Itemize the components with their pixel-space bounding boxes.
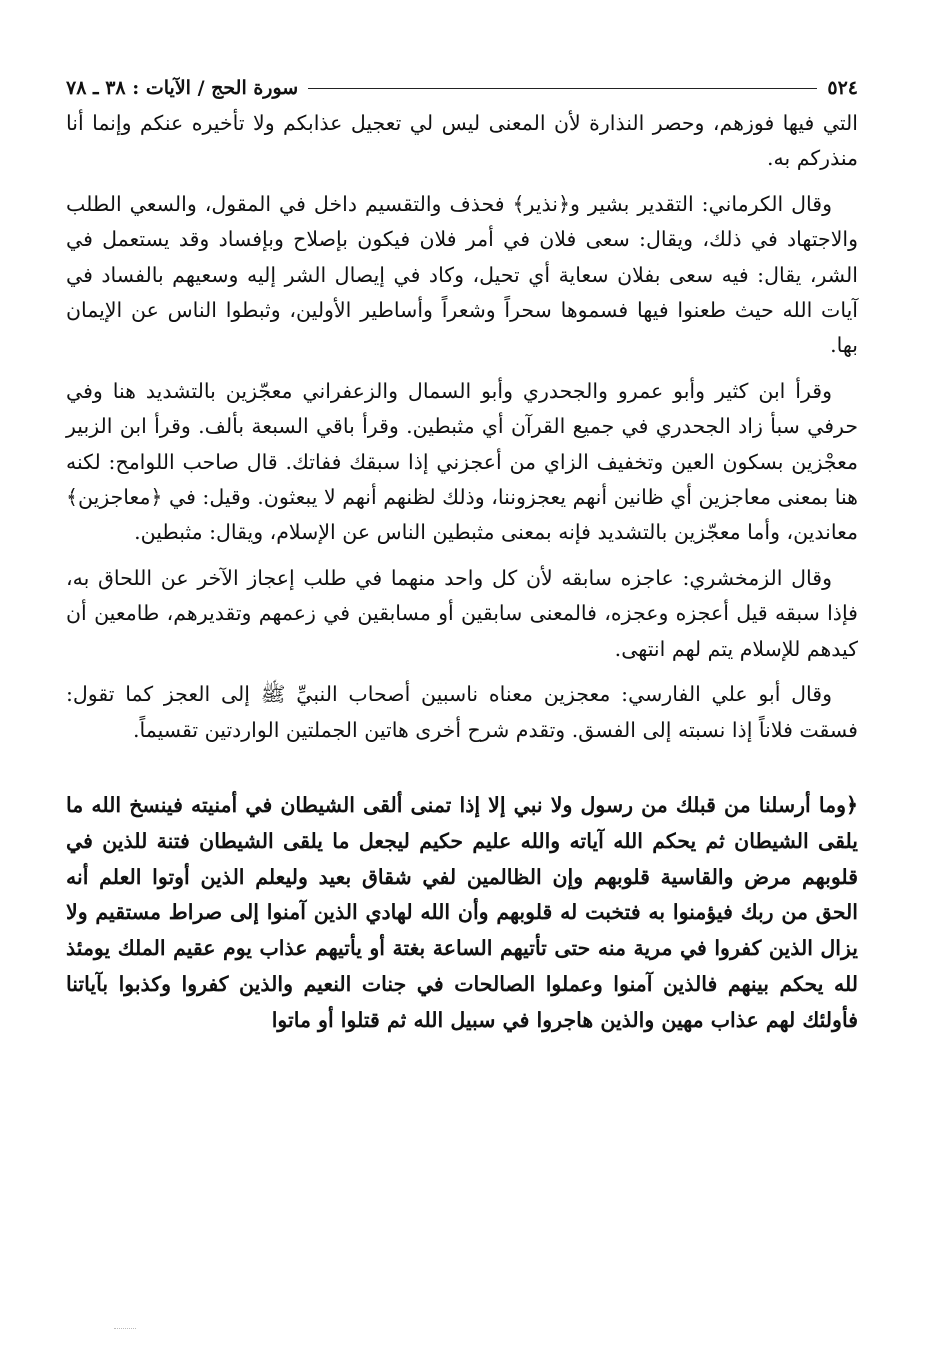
scan-edge-mark (114, 1328, 136, 1329)
paragraph-zamakhshari: وقال الزمخشري: عاجزه سابقه لأن كل واحد منهما في طلب إعجاز الآخر عن اللحاق به، فإذا سبقه قيل أعجزه وعجزه، فالمعنى سابقين أو مسابقين في زعمهم وتقديرهم، طامعين أن كيدهم للإسلام يتم لهم انتهى. (66, 565, 858, 661)
paragraph-farisi: وقال أبو علي الفارسي: معجزين معناه ناسبين أصحاب النبيِّ ﷺ إلى العجز كما تقول: فسقت فلاناً إذا نسبته إلى الفسق. وتقدم شرح أخرى هاتين الجملتين الواردتين تقسيماً. (66, 682, 858, 742)
running-header (66, 70, 858, 106)
paragraph-kirmani: وقال الكرماني: التقدير بشير و﴿نذير﴾ فحذف والتقسيم داخل في المقول، والسعي الطلب والاجتهاد في ذلك، ويقال: سعى فلان في أمر فلان فيكون بإصلاح وبإفساد وقد يستعمل في الشر، يقال: فيه سعى بفلان سعاية أي تحيل، وكاد في إيصال الشر إليه وسعيهم بالفساد في آيات الله حيث طعنوا فيها فسموها سحراً وشعراً وأساطير الأولين، وثبطوا الناس عن الإيمان بها. (66, 191, 858, 358)
chapter-title: سورة الحج / الآيات : ٣٨ ـ ٧٨ (66, 77, 299, 99)
paragraph-readings: وقرأ ابن كثير وأبو عمرو والجحدري وأبو السمال والزعفراني معجّزين بالتشديد هنا وفي حرفي سبأ زاد الجحدري في جميع القرآن أي مثبطين. وقرأ باقي السبعة بألف. وقرأ ابن الزبير معجْزين بسكون العين وتخفيف الزاي من أعجزني إذا سبقك ففاتك. قال صاحب اللوامح: لكنه هنا بمعنى معاجزين أي ظانين أنهم يعجزوننا، وذلك لظنهم أنهم لا يبعثون. وقيل: في ﴿معاجزين﴾ معاندين، وأما معجّزين بالتشديد فإنه بمعنى مثبطين الناس عن الإسلام، ويقال: مثبطين. (66, 378, 858, 545)
paragraph-continuation: التي فيها فوزهم، وحصر النذارة لأن المعنى ليس لي تعجيل عذابكم ولا تأخيره عنكم وإنما أنا منذركم به. (66, 111, 858, 171)
book-page (66, 70, 858, 1038)
quran-verse-block: ﴿وما أرسلنا من قبلك من رسول ولا نبي إلا إذا تمنى ألقى الشيطان في أمنيته فينسخ الله ما يلقى الشيطان ثم يحكم الله آياته والله عليم حكيم ليجعل ما يلقى الشيطان فتنة للذين في قلوبهم مرض والقاسية قلوبهم وإن الظالمين لفي شقاق بعيد وليعلم الذين أوتوا العلم أنه الحق من ربك فيؤمنوا به فتخبت له قلوبهم وأن الله لهادي الذين آمنوا إلى صراط مستقيم ولا يزال الذين كفروا في مرية منه حتى تأتيهم الساعة بغتة أو يأتيهم عذاب يوم عقيم الملك يومئذ لله يحكم بينهم فالذين آمنوا وعملوا الصالحات في جنات النعيم والذين كفروا وكذبوا بآياتنا فأولئك لهم عذاب مهين والذين هاجروا في سبيل الله ثم قتلوا أو ماتوا (66, 792, 858, 1032)
header-rule (308, 88, 817, 89)
page-number: ٥٢٤ (827, 77, 858, 99)
